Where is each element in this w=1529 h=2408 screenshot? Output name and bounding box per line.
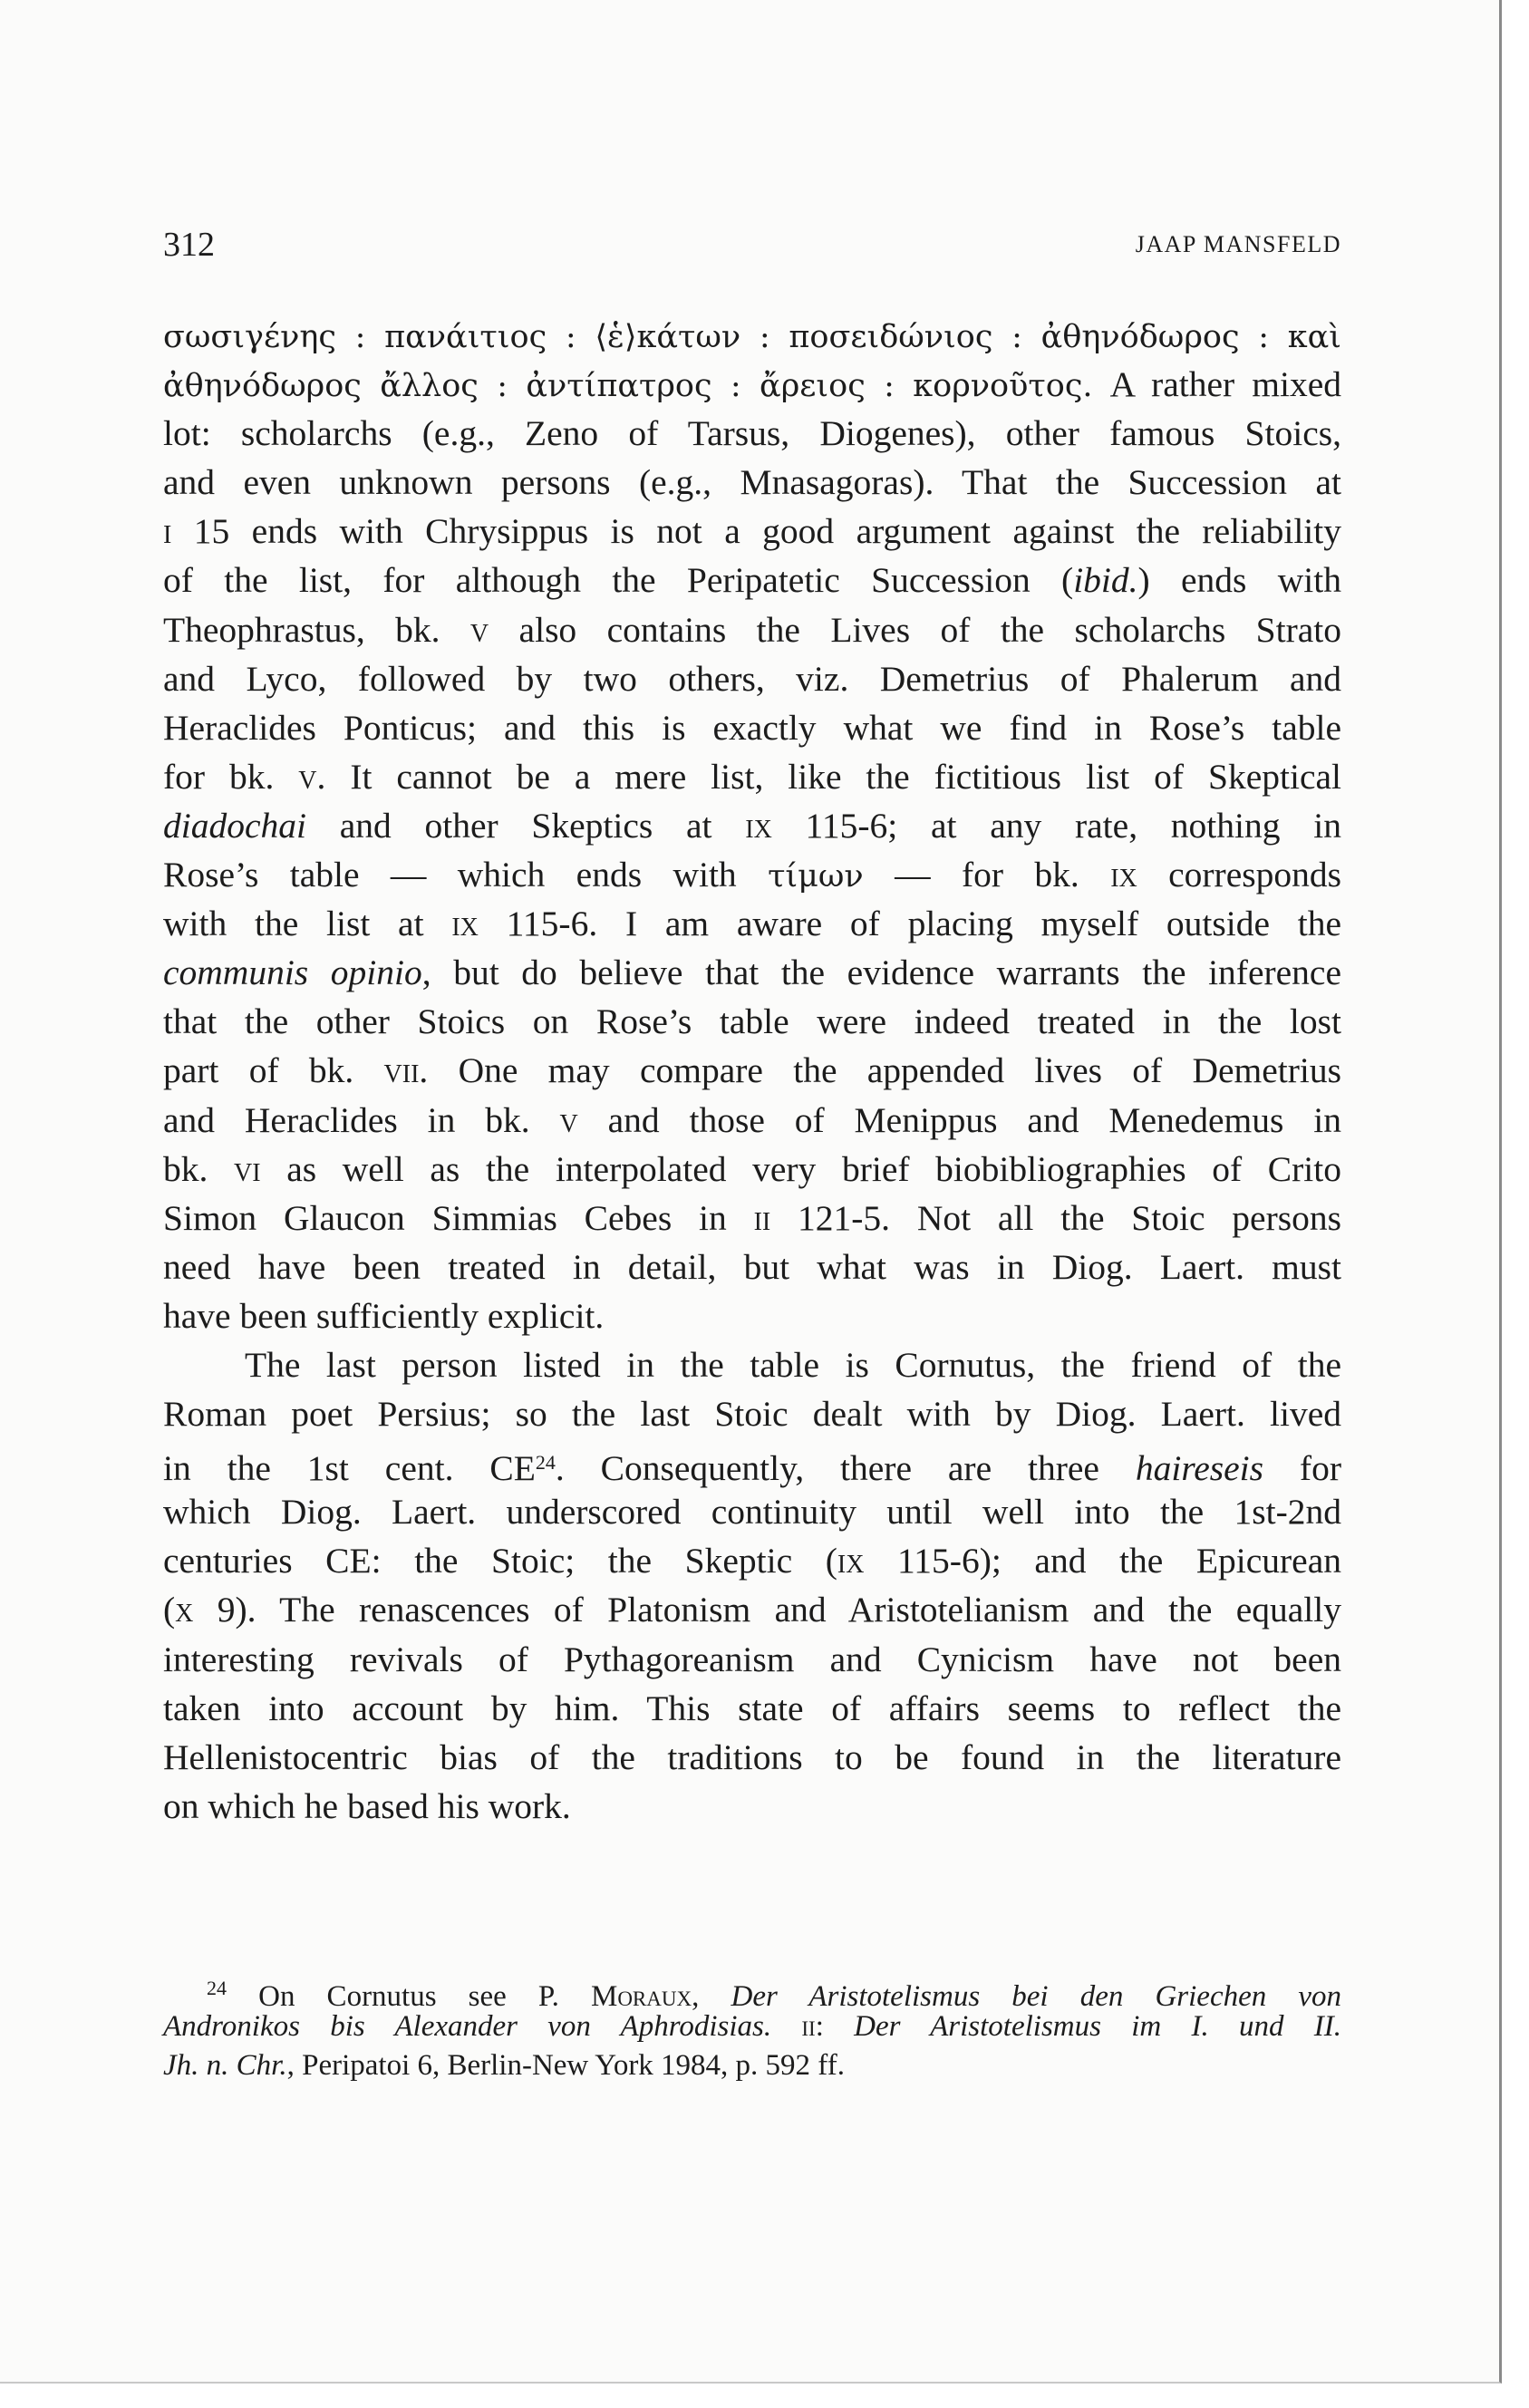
- small-caps-text: vi: [234, 1148, 261, 1189]
- small-caps-text: ix: [1110, 855, 1137, 895]
- text-run: also contains the Lives of the scholarchs Strato: [489, 609, 1341, 650]
- footnote-marker[interactable]: 24: [207, 1977, 227, 1999]
- italic-text: haireseis: [1135, 1448, 1264, 1489]
- body-line: [163, 605, 1341, 654]
- footnote-marker[interactable]: 24: [535, 1451, 556, 1475]
- text-run: for: [1263, 1448, 1341, 1489]
- text-run: . It cannot be a mere list, like the fictitious list of Skeptical: [316, 756, 1341, 797]
- text-run: in the 1st cent. CE: [163, 1448, 536, 1489]
- body-line: [163, 899, 1341, 948]
- body-line: [163, 948, 1341, 997]
- italic-text: diadochai: [163, 805, 306, 846]
- text-run: . One may compare the appended lives of Demetrius: [419, 1050, 1341, 1091]
- small-caps-text: x: [175, 1590, 194, 1630]
- small-caps-text: ii: [753, 1197, 771, 1238]
- small-caps-text: Moraux: [590, 1980, 692, 2013]
- body-line: [163, 409, 1341, 458]
- small-caps-text: v: [559, 1099, 578, 1140]
- text-run: . Consequently, there are three: [555, 1448, 1136, 1489]
- small-caps-text: ix: [837, 1541, 865, 1581]
- small-caps-text: ix: [451, 904, 479, 944]
- italic-text: ibid.: [1073, 560, 1138, 601]
- body-line: [163, 1145, 1341, 1194]
- greek-text: σωσιγένης : πανάιτιος : ⟨ἑ⟩κάτων : ποσειδώνιος : ἀθηνόδωρος : καὶ: [163, 319, 1341, 355]
- body-line: [163, 997, 1341, 1046]
- running-head: [163, 222, 1341, 267]
- text-run: bk.: [163, 1148, 235, 1189]
- text-run: 115-6; at any rate, nothing in: [771, 805, 1341, 846]
- text-run: 15 ends with Chrysippus is not a good argument against the reliability: [171, 511, 1341, 552]
- text-run: Theophrastus, bk.: [163, 609, 470, 650]
- text-run: that the other Stoics on Rose’s table were indeed treated in the lost: [163, 1001, 1341, 1042]
- text-run: on which he based his work.: [163, 1785, 571, 1826]
- footnote-line: [163, 2046, 1341, 2085]
- body-line: [163, 1782, 1341, 1831]
- text-run: with the list at: [163, 904, 452, 944]
- text-run: The last person listed in the table is Cornutus, the friend of the: [245, 1344, 1341, 1385]
- text-run: Hellenistocentric bias of the traditions to be found in the literature: [163, 1736, 1341, 1777]
- text-run: and Heraclides in bk.: [163, 1099, 560, 1140]
- italic-text: Der Aristotelismus im I. und II.: [854, 2010, 1341, 2043]
- text-run: (: [163, 1590, 176, 1630]
- body-line: [163, 1585, 1341, 1634]
- body-line: [163, 752, 1341, 801]
- small-caps-text: vii: [383, 1050, 420, 1091]
- text-run: A rather mixed: [1092, 364, 1341, 405]
- text-run: 121-5. Not all the Stoic persons: [770, 1197, 1341, 1238]
- italic-text: Der Aristotelismus bei den Griechen von: [731, 1980, 1342, 2013]
- text-run: for bk.: [163, 756, 299, 797]
- small-caps-text: ii: [801, 2010, 816, 2043]
- greek-text: τίμων: [768, 858, 864, 895]
- text-run: ) ends with: [1137, 560, 1341, 601]
- text-run: as well as the interpolated very brief biobibliographies of Crito: [260, 1148, 1341, 1189]
- text-run: ,: [692, 1980, 731, 2013]
- text-run: Roman poet Persius; so the last Stoic dealt with by Diog. Laert. lived: [163, 1394, 1341, 1435]
- footnote-line: [163, 2007, 1341, 2046]
- text-run: and even unknown persons (e.g., Mnasagoras). That the Succession at: [163, 462, 1341, 503]
- body-line: [163, 360, 1341, 409]
- body-line: [163, 1194, 1341, 1243]
- small-caps-text: v: [298, 756, 317, 797]
- body-text: [163, 311, 1341, 1831]
- body-line: [163, 556, 1341, 604]
- text-run: 115-6. I am aware of placing myself outside the: [478, 904, 1341, 944]
- text-run: 115-6); and the Epicurean: [864, 1541, 1341, 1581]
- body-line: [163, 1684, 1341, 1733]
- text-run: 9). The renascences of Platonism and Aristotelianism and the equally: [193, 1590, 1341, 1630]
- body-line: [163, 1389, 1341, 1438]
- text-run: Rose’s table — which ends with: [163, 855, 769, 895]
- text-run: which Diog. Laert. underscored continuity until well into the 1st-2nd: [163, 1492, 1341, 1533]
- body-line: [163, 1340, 1341, 1389]
- body-line: [163, 311, 1341, 360]
- text-run: centuries CE: the Stoic; the Skeptic (: [163, 1541, 837, 1581]
- body-line: [163, 1438, 1341, 1487]
- body-line: [163, 507, 1341, 556]
- text-run: have been sufficiently explicit.: [163, 1295, 605, 1336]
- text-run: corresponds: [1137, 855, 1341, 895]
- text-run: and other Skeptics at: [305, 805, 746, 846]
- footnotes: [163, 1968, 1341, 2085]
- body-line: [163, 1243, 1341, 1291]
- text-run: Heraclides Ponticus; and this is exactly what we find in Rose’s table: [163, 707, 1341, 748]
- footnote-line: [163, 1968, 1342, 2013]
- small-caps-text: v: [469, 609, 489, 650]
- body-line: [163, 1291, 1341, 1340]
- text-run: Simon Glaucon Simmias Cebes in: [163, 1197, 754, 1238]
- body-line: [163, 1096, 1341, 1145]
- small-caps-text: ix: [745, 805, 772, 846]
- small-caps-text: i: [163, 511, 172, 552]
- body-line: [163, 458, 1341, 507]
- text-run: need have been treated in detail, but what was in Diog. Laert. must: [163, 1246, 1341, 1287]
- text-run: part of bk.: [163, 1050, 384, 1091]
- body-line: [163, 1046, 1341, 1095]
- text-run: of the list, for although the Peripatetic Succession (: [163, 560, 1074, 601]
- text-run: , Peripatoi 6, Berlin-New York 1984, p. 592 ff.: [286, 2049, 845, 2082]
- body-line: [163, 1536, 1341, 1585]
- body-line: [163, 850, 1341, 899]
- text-run: lot: scholarchs (e.g., Zeno of Tarsus, Diogenes), other famous Stoics,: [163, 413, 1341, 454]
- body-line: [163, 801, 1341, 850]
- italic-text: Jh. n. Chr.: [163, 2049, 287, 2082]
- text-run: :: [815, 2010, 855, 2043]
- running-title: JAAP MANSFELD: [1135, 231, 1341, 257]
- body-line: [163, 1733, 1341, 1782]
- text-run: taken into account by him. This state of affairs seems to reflect the: [163, 1688, 1341, 1728]
- text-run: — for bk.: [863, 855, 1111, 895]
- text-run: [771, 2010, 801, 2043]
- text-run: and Lyco, followed by two others, viz. Demetrius of Phalerum and: [163, 658, 1341, 699]
- body-line: [163, 1487, 1341, 1536]
- greek-text: ἀθηνόδωρος ἄλλος : ἀντίπατρος : ἄρειος : κορνοῦτος.: [163, 368, 1093, 405]
- body-line: [163, 654, 1341, 703]
- body-line: [163, 703, 1341, 752]
- text-run: interesting revivals of Pythagoreanism and Cynicism have not been: [163, 1639, 1341, 1679]
- body-line: [163, 1635, 1341, 1684]
- text-run: and those of Menippus and Menedemus in: [577, 1099, 1341, 1140]
- text-run: , but do believe that the evidence warrants the inference: [421, 953, 1341, 993]
- italic-text: communis opinio: [163, 953, 422, 993]
- text-run: On Cornutus see P.: [227, 1980, 591, 2013]
- italic-text: Andronikos bis Alexander von Aphrodisias.: [163, 2010, 772, 2043]
- page-number: 312: [163, 226, 215, 264]
